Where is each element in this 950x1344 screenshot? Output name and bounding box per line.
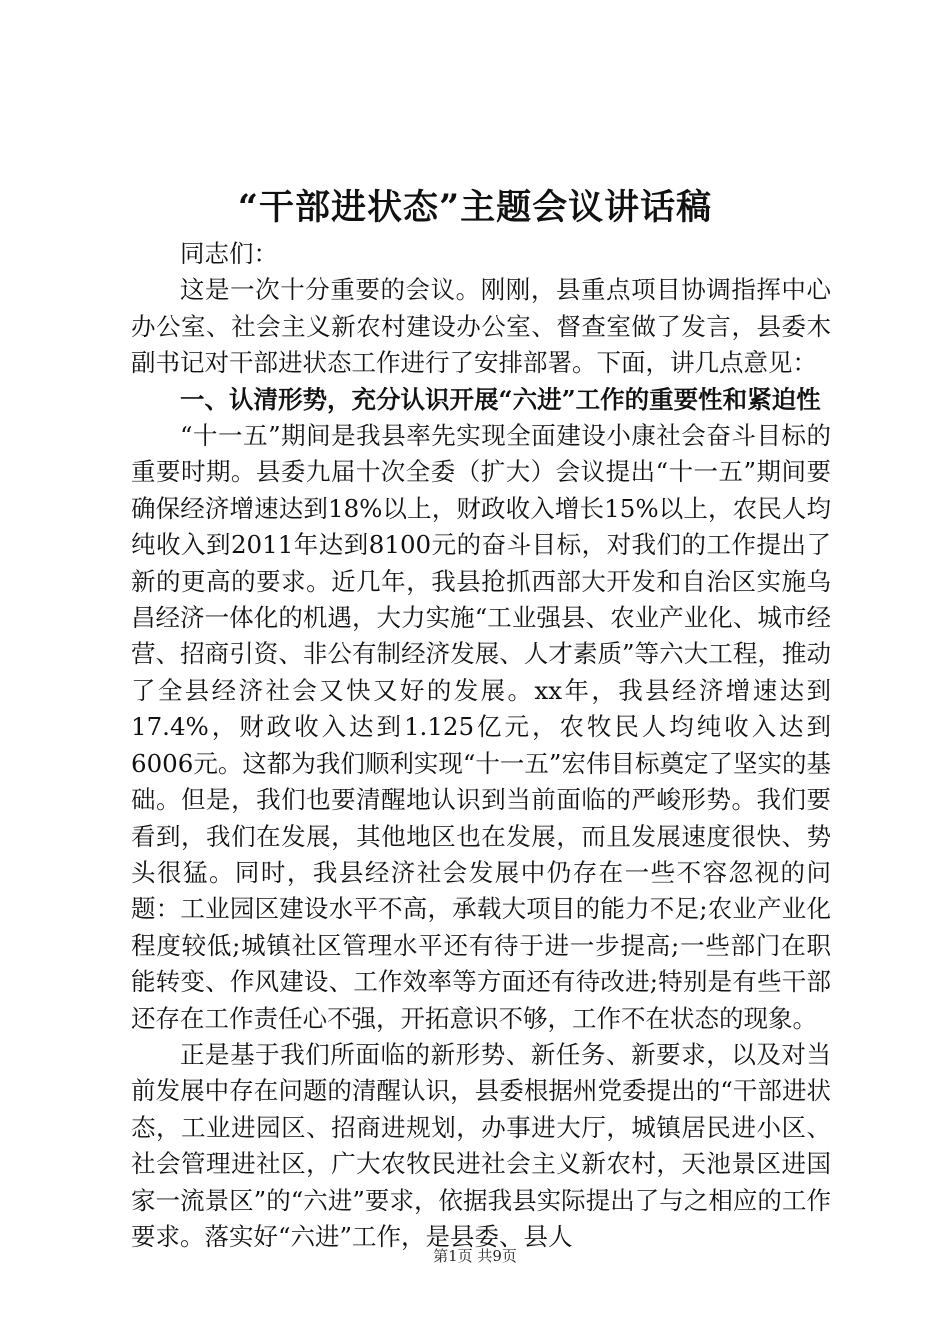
document-body	[131, 236, 831, 1255]
salutation-paragraph: 同志们：	[180, 239, 278, 268]
section-heading: 一、认清形势，充分认识开展“六进”工作的重要性和紧迫性	[180, 384, 821, 414]
body-paragraph: “十一五”期间是我县率先实现全面建设小康社会奋斗目标的重要时期。县委九届十次全委（扩大）会议提出“十一五”期间要确保经济增速达到18%以上，财政收入增长15%以上，农民人均纯收入到2011年达到8100元的奋斗目标，对我们的工作提出了新的更高的要求。近几年，我县抢抓西部大开发和自治区实施乌昌经济一体化的机遇，大力实施“工业强县、农业产业化、城市经营、招商引资、非公有制经济发展、人才素质”等六大工程，推动了全县经济社会又快又好的发展。xx年，我县经济增速达到17.4%，财政收入达到1.125亿元，农牧民人均纯收入达到6006元。这都为我们顺利实现“十一五”宏伟目标奠定了坚实的基础。但是，我们也要清醒地认识到当前面临的严峻形势。我们要看到，我们在发展，其他地区也在发展，而且发展速度很快、势头很猛。同时，我县经济社会发展中仍存在一些不容忽视的问题：工业园区建设水平不高，承载大项目的能力不足;农业产业化程度较低;城镇社区管理水平还有待于进一步提高;一些部门在职能转变、作风建设、工作效率等方面还有待改进;特别是有些干部还存在工作责任心不强，开拓意识不够，工作不在状态的现象。	[131, 421, 831, 1033]
intro-paragraph: 这是一次十分重要的会议。刚刚，县重点项目协调指挥中心办公室、社会主义新农村建设办公室、督查室做了发言，县委木副书记对干部进状态工作进行了安排部署。下面，讲几点意见：	[131, 275, 831, 378]
page-number: 第1页 共9页	[433, 1247, 517, 1265]
document-title: “干部进状态”主题会议讲话稿	[237, 187, 713, 228]
body-paragraph: 正是基于我们所面临的新形势、新任务、新要求，以及对当前发展中存在问题的清醒认识，县委根据州党委提出的“干部进状态，工业进园区、招商进规划，办事进大厅，城镇居民进小区、社会管理进社区，广大农牧民进社会主义新农村，天池景区进国家一流景区”的“六进”要求，依据我县实际提出了与之相应的工作要求。落实好“六进”工作，是县委、县人	[131, 1039, 831, 1251]
